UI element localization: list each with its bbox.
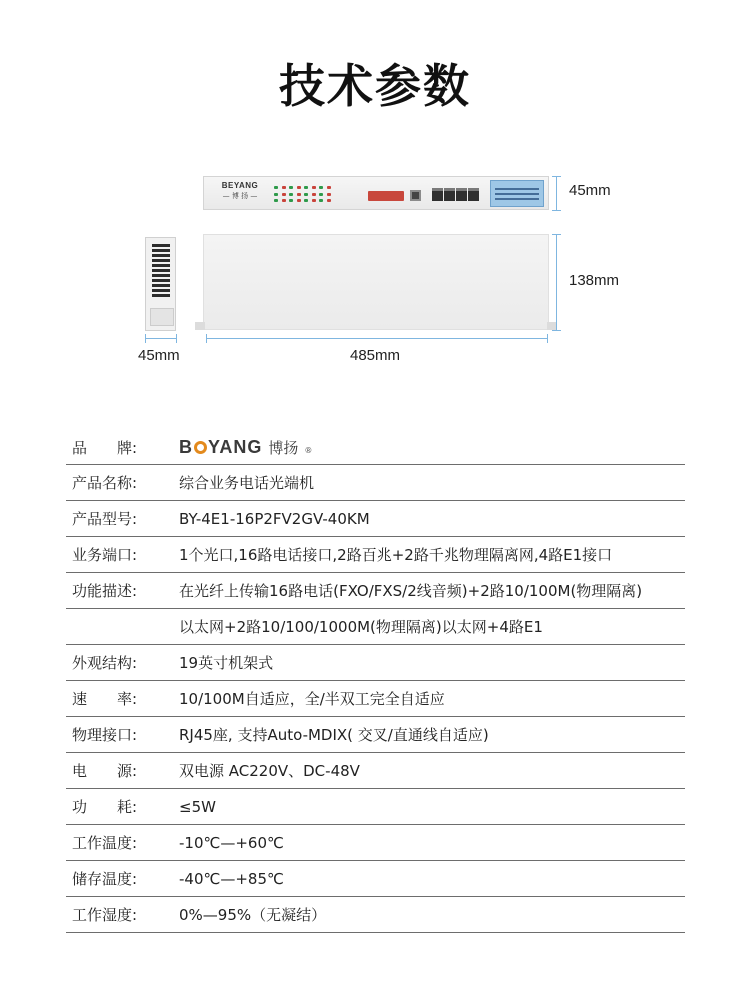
device-side-view: [145, 237, 176, 331]
spec-row-storage-temp: [66, 861, 685, 897]
spec-value: 综合业务电话光端机: [179, 474, 315, 492]
spec-row-humidity: [66, 897, 685, 933]
brand-logo: [179, 437, 685, 458]
spec-label: 储存温度:: [72, 870, 138, 888]
rack-ear-left: [195, 322, 205, 330]
dim-label-front-height: 45mm: [569, 182, 611, 199]
spec-value: 双电源 AC220V、DC-48V: [179, 762, 360, 780]
spec-table: [66, 430, 685, 933]
optical-port-icon: [410, 190, 421, 201]
brand-logo-cn: 博扬: [268, 438, 299, 457]
spec-label: 业务端口:: [72, 546, 138, 564]
side-bracket: [150, 308, 174, 326]
spec-label: 品 牌:: [72, 438, 138, 457]
spec-row-consumption: [66, 789, 685, 825]
spec-label: 功能描述:: [72, 582, 138, 600]
vent-icon: [152, 244, 170, 299]
spec-value: 以太网+2路10/100/1000M(物理隔离)以太网+4路E1: [179, 618, 543, 636]
panel-logo: [218, 181, 262, 201]
device-front-panel: [203, 176, 549, 210]
spec-row-interface: [66, 717, 685, 753]
dim-label-side-width: 45mm: [138, 347, 180, 364]
panel-brand: BEYANG: [221, 181, 259, 190]
spec-value: ≤5W: [179, 797, 216, 816]
brand-logo-o-icon: [194, 441, 207, 454]
spec-row-model: [66, 501, 685, 537]
dim-tick: [547, 334, 548, 343]
label-sticker-icon: [490, 180, 544, 207]
spec-row-power: [66, 753, 685, 789]
spec-value: 0%—95%（无凝结）: [179, 906, 327, 924]
dim-line-body-depth: [556, 234, 557, 330]
spec-row-brand: [66, 430, 685, 465]
spec-label: 工作湿度:: [72, 906, 138, 924]
spec-row-function: [66, 573, 685, 609]
spec-value: -40℃—+85℃: [179, 869, 284, 888]
spec-label: 速 率:: [72, 690, 138, 708]
spec-label: 物理接口:: [72, 726, 138, 744]
dim-line-front-width: [206, 338, 547, 339]
spec-label: 外观结构:: [72, 654, 138, 672]
spec-label: 产品型号:: [72, 510, 138, 528]
dim-line-front-height: [556, 176, 557, 210]
dim-line-side-width: [145, 338, 176, 339]
spec-row-product-name: [66, 465, 685, 501]
dim-tick: [552, 210, 561, 211]
brand-logo-en: B YANG: [179, 436, 263, 457]
spec-label: 工作温度:: [72, 834, 138, 852]
rj45-port-icon: [432, 188, 479, 201]
spec-value: 在光纤上传输16路电话(FXO/FXS/2线音频)+2路10/100M(物理隔离): [179, 582, 643, 600]
led-indicator-icon: [274, 186, 332, 204]
device-top-view: [203, 234, 549, 330]
spec-value: -10℃—+60℃: [179, 833, 284, 852]
spec-label: 功 耗:: [72, 798, 138, 816]
spec-row-function-cont: [66, 609, 685, 645]
spec-value: RJ45座, 支持Auto-MDIX( 交叉/直通线自适应): [179, 726, 489, 744]
dim-tick: [552, 330, 561, 331]
registered-mark: ®: [304, 445, 313, 455]
spec-value: BY-4E1-16P2FV2GV-40KM: [179, 509, 370, 528]
spec-row-rate: [66, 681, 685, 717]
spec-row-structure: [66, 645, 685, 681]
spec-row-ports: [66, 537, 685, 573]
spec-value: 19英寸机架式: [179, 654, 274, 672]
dim-label-body-depth: 138mm: [569, 272, 620, 289]
dim-label-front-width: 485mm: [350, 347, 401, 364]
spec-label: 产品名称:: [72, 474, 138, 492]
panel-brand-cn: — 博 扬 —: [222, 192, 258, 200]
dim-tick: [176, 334, 177, 343]
dip-switch-icon: [368, 191, 404, 201]
spec-row-work-temp: [66, 825, 685, 861]
spec-label: 电 源:: [72, 762, 138, 780]
spec-value: 10/100M自适应，全/半双工完全自适应: [179, 690, 445, 708]
spec-value: 1个光口,16路电话接口,2路百兆+2路千兆物理隔离网,4路E1接口: [179, 546, 613, 564]
page-title: 技术参数: [279, 59, 471, 113]
